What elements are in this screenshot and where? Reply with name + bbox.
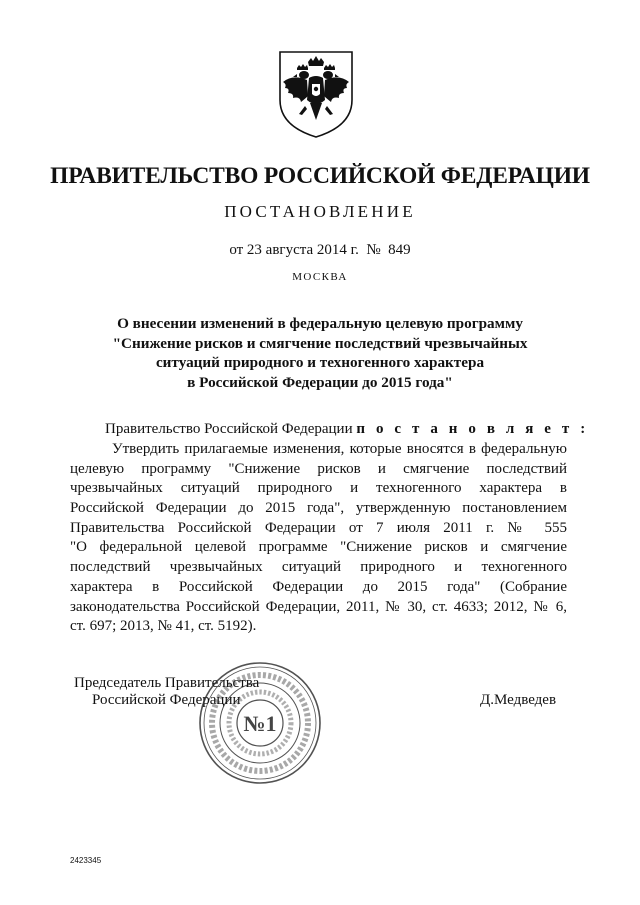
body-line: чрезвычайных ситуаций природного и техногенного характера в	[70, 480, 567, 497]
preamble	[105, 421, 589, 438]
government-title: ПРАВИТЕЛЬСТВО РОССИЙСКОЙ ФЕДЕРАЦИИ	[50, 163, 590, 189]
document-type: ПОСТАНОВЛЕНИЕ	[224, 202, 416, 221]
heading-line: О внесении изменений в федеральную целевую программу	[117, 315, 523, 332]
signatory-name: Д.Медведев	[480, 692, 557, 708]
body-line: последствий чрезвычайных ситуаций природного и техногенного	[70, 559, 567, 576]
preamble-subject: Правительство Российской Федерации	[105, 421, 353, 437]
preamble-verb: п о с т а н о в л я е т :	[356, 421, 589, 437]
body-line: Российской Федерации до 2015 года", утвержденную постановлением	[70, 500, 567, 517]
official-seal-icon	[197, 660, 323, 786]
decree-body	[70, 440, 567, 637]
heading-line: в Российской Федерации до 2015 года"	[187, 373, 453, 391]
document-id: 2423345	[70, 856, 102, 865]
body-line: Утвердить прилагаемые изменения, которые вносятся в федеральную	[112, 441, 567, 457]
body-line: целевую программу "Снижение рисков и смягчение последствий	[70, 460, 567, 477]
body-line: характера в Российской Федерации до 2015 года" (Собрание	[70, 578, 567, 595]
decree-heading	[80, 314, 560, 392]
body-line: Правительства Российской Федерации от 7 июля 2011 г. № 555	[70, 519, 567, 536]
signatory-position: Российской Федерации	[92, 692, 241, 708]
signatory-position: Председатель Правительства	[74, 675, 260, 691]
body-line: законодательства Российской Федерации, 2011, № 30, ст. 4633; 2012, № 6,	[70, 598, 567, 615]
heading-line: ситуаций природного и техногенного характера	[155, 354, 485, 371]
body-line: "О федеральной целевой программе "Снижение рисков и смягчение	[70, 539, 567, 556]
heading-line: "Снижение рисков и смягчение последствий чрезвычайных	[112, 334, 528, 352]
body-line: ст. 697; 2013, № 41, ст. 5192).	[70, 618, 257, 635]
seal-number: №1	[243, 711, 277, 736]
russian-coat-of-arms-icon	[275, 48, 357, 140]
city: МОСКВА	[292, 271, 348, 283]
decree-date-number: от 23 августа 2014 г. № 849	[229, 242, 411, 258]
